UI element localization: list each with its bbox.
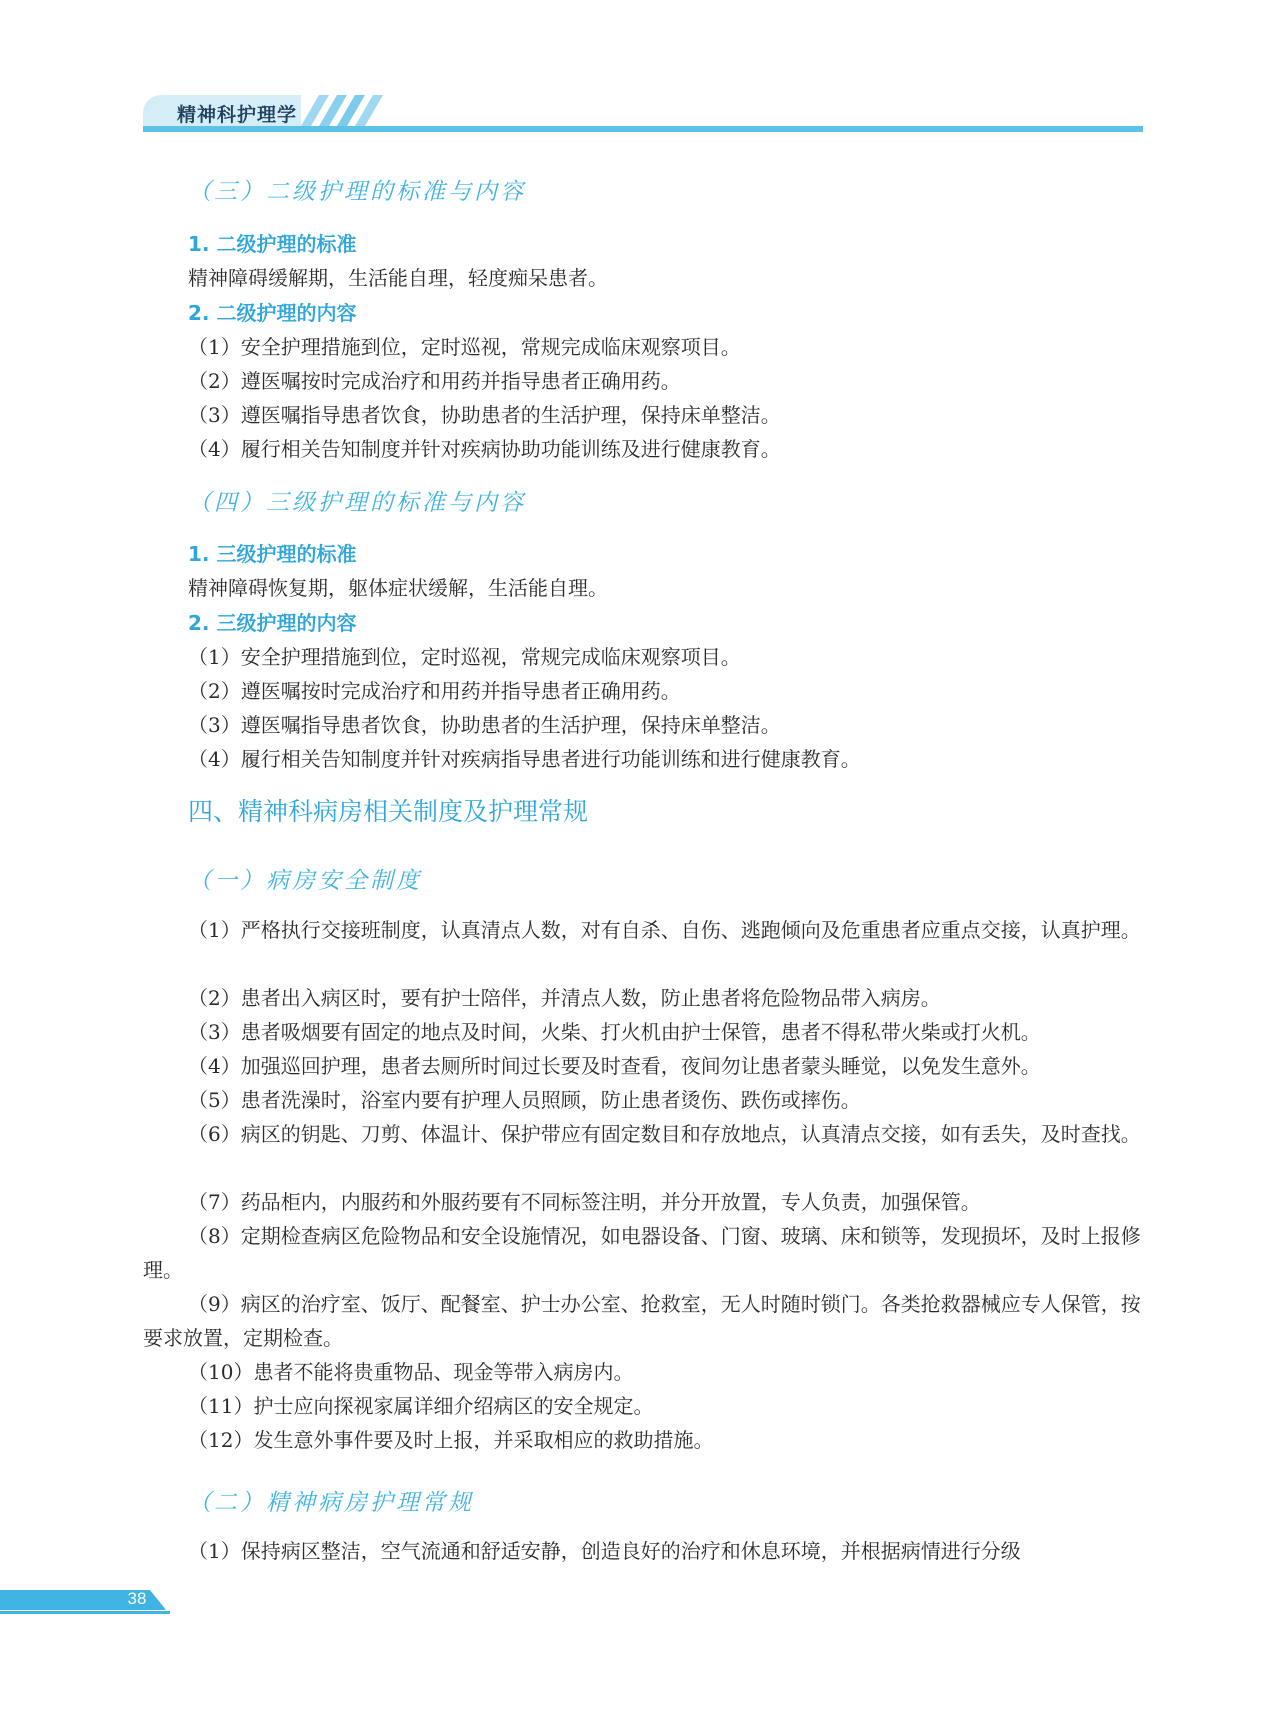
paragraph: （6）病区的钥匙、刀剪、体温计、保护带应有固定数目和存放地点，认真清点交接，如有丢失，及时查找。 [188, 1122, 1141, 1146]
list-item: （1）安全护理措施到位，定时巡视，常规完成临床观察项目。 [188, 645, 741, 669]
list-item: （4）履行相关告知制度并针对疾病协助功能训练及进行健康教育。 [188, 437, 781, 461]
subsection-title: （一）病房安全制度 [188, 868, 422, 894]
paragraph: （10）患者不能将贵重物品、现金等带入病房内。 [188, 1360, 634, 1384]
list-item: （2）遵医嘱按时完成治疗和用药并指导患者正确用药。 [188, 679, 681, 703]
paragraph: （11）护士应向探视家属详细介绍病区的安全规定。 [188, 1394, 654, 1418]
header-rule [143, 126, 1143, 132]
subsection-title: （二）精神病房护理常规 [188, 1490, 474, 1516]
paragraph: （9）病区的治疗室、饭厅、配餐室、护士办公室、抢救室，无人时随时锁门。各类抢救器械应专人保管，按要求放置，定期检查。 [143, 1292, 1141, 1350]
paragraph: （7）药品柜内，内服药和外服药要有不同标签注明，并分开放置，专人负责，加强保管。 [188, 1190, 981, 1214]
paragraph: （3）患者吸烟要有固定的地点及时间，火柴、打火机由护士保管，患者不得私带火柴或打火机。 [188, 1020, 1041, 1044]
subsection-title: （四）三级护理的标准与内容 [188, 490, 526, 516]
list-item: （3）遵医嘱指导患者饮食，协助患者的生活护理，保持床单整洁。 [188, 403, 781, 427]
paragraph: （2）患者出入病区时，要有护士陪伴，并清点人数，防止患者将危险物品带入病房。 [188, 986, 941, 1010]
list-item: （4）履行相关告知制度并针对疾病指导患者进行功能训练和进行健康教育。 [188, 747, 861, 771]
section-title: 四、精神科病房相关制度及护理常规 [188, 797, 589, 826]
list-item: （1）安全护理措施到位，定时巡视，常规完成临床观察项目。 [188, 335, 741, 359]
subsection-title: （三）二级护理的标准与内容 [188, 179, 526, 205]
paragraph: （1）严格执行交接班制度，认真清点人数，对有自杀、自伤、逃跑倾向及危重患者应重点交接，认真护理。 [188, 918, 1141, 942]
list-item: （3）遵医嘱指导患者饮食，协助患者的生活护理，保持床单整洁。 [188, 713, 781, 737]
paragraph: （8）定期检查病区危险物品和安全设施情况，如电器设备、门窗、玻璃、床和锁等，发现损坏，及时上报修理。 [143, 1224, 1141, 1282]
header-stripes-decoration [293, 95, 383, 126]
body-text: 精神障碍缓解期，生活能自理，轻度痴呆患者。 [188, 266, 608, 290]
page-number: 38 [127, 1589, 147, 1608]
running-header [143, 95, 1143, 132]
item-title: 1. 三级护理的标准 [188, 542, 357, 566]
item-title: 1. 二级护理的标准 [188, 232, 357, 256]
item-title: 2. 二级护理的内容 [188, 301, 357, 325]
header-title: 精神科护理学 [177, 104, 298, 126]
list-item: （2）遵医嘱按时完成治疗和用药并指导患者正确用药。 [188, 369, 681, 393]
paragraph: （1）保持病区整洁，空气流通和舒适安静，创造良好的治疗和休息环境，并根据病情进行分级 [188, 1539, 1021, 1563]
paragraph: （4）加强巡回护理，患者去厕所时间过长要及时查看，夜间勿让患者蒙头睡觉，以免发生意外。 [188, 1054, 1041, 1078]
paragraph: （5）患者洗澡时，浴室内要有护理人员照顾，防止患者烫伤、跌伤或摔伤。 [188, 1088, 861, 1112]
paragraph: （12）发生意外事件要及时上报，并采取相应的救助措施。 [188, 1428, 714, 1452]
item-title: 2. 三级护理的内容 [188, 611, 357, 635]
body-text: 精神障碍恢复期，躯体症状缓解，生活能自理。 [188, 576, 608, 600]
